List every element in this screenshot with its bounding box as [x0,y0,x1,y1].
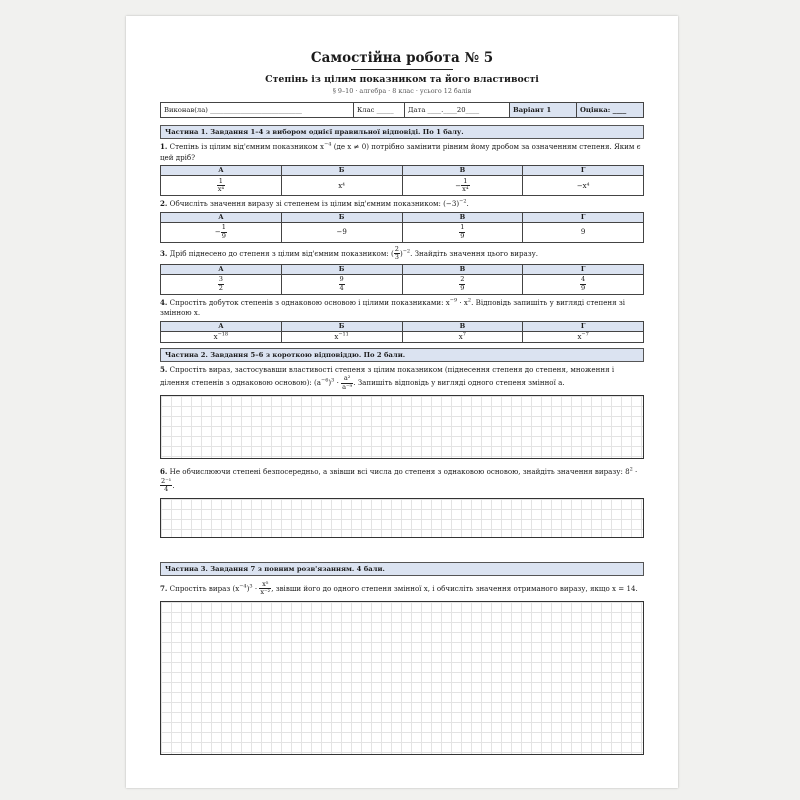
answer-option-b[interactable] [281,331,402,342]
sign: − [214,228,221,236]
column-header-a: А [161,264,282,274]
answer-option-a[interactable] [161,176,282,196]
denominator: 3 [394,253,399,261]
numerator: 4 [581,275,586,283]
column-header-d: Г [523,166,644,176]
answer-table-4 [160,321,644,343]
exponent: −11 [338,331,349,338]
student-name-field[interactable]: Виконав(ла) ___________________________ [161,103,354,118]
answer-option-d[interactable]: −x⁴ [523,176,644,196]
base: x [213,332,218,341]
denominator: 9 [581,283,586,292]
worksheet-page [126,16,678,788]
question-number: 6. [160,467,168,476]
base: x [577,332,582,341]
question-text: ) [246,583,250,593]
column-header-d: Г [523,321,644,331]
part1-header: Частина 1. Завдання 1–4 з вибором однієї правильної відповіді. По 1 балу. [160,125,644,139]
question-text: · [632,467,638,476]
answer-option-a[interactable] [161,274,282,294]
denominator: x⁴ [462,185,469,193]
exponent: 7 [462,331,466,338]
page-title: Самостійна робота № 5 [310,50,494,66]
column-header-d: Г [523,212,644,222]
column-header-c: В [402,166,523,176]
fraction [259,581,271,597]
exponent: −18 [217,331,229,338]
fraction [459,224,465,240]
column-header-c: В [402,264,523,274]
numerator: 9 [339,275,344,283]
base: x [458,332,463,341]
column-header-b: Б [281,212,402,222]
question-text: Спростіть вираз, застосувавши властивості степеня з цілим показником (піднесення степеня до степеня, множення і ділення степенів з однаковою основою): (a [160,364,615,387]
question-text: · x [457,297,468,307]
exponent: 3 [249,583,253,590]
exponent: 2 [467,297,472,304]
variant-label: Варіант 1 [510,103,577,118]
exponent: −7 [581,331,589,338]
column-header-a: А [161,166,282,176]
denominator: 2 [218,283,223,292]
date-field[interactable]: Дата ____.____20____ [405,103,510,118]
exponent: −9 [449,297,458,304]
column-header-b: Б [281,264,402,274]
answer-table-2 [160,212,644,243]
denominator: x⁴ [217,185,225,193]
denominator: a⁻⁹ [342,382,353,391]
answer-option-b[interactable] [281,274,402,294]
question-5 [160,365,644,392]
answer-option-b[interactable]: −9 [281,222,402,242]
fraction [217,178,225,194]
answer-area-5[interactable] [160,395,644,459]
question-text: Обчисліть значення виразу зі степенем із цілим від'ємним показником: (−3) [169,199,460,208]
answer-option-b[interactable]: x⁴ [281,176,402,196]
answer-option-d[interactable] [523,331,644,342]
fraction [160,476,175,494]
question-text: , звівши його до одного степеня змінної x, і обчисліть значення отриманого виразу, якщо x = 14. [271,583,638,593]
question-text: Спростіть добуток степенів з однаковою основою і цілими показниками: x [169,297,450,307]
numerator: 1 [460,223,465,231]
column-header-b: Б [281,321,402,331]
answer-option-c[interactable] [402,176,523,196]
answer-table-1 [160,165,644,196]
question-number: 3. [160,248,168,258]
numerator: 2 [460,275,465,283]
denominator: x⁻² [260,588,271,596]
fraction [341,375,353,391]
fraction [459,276,465,292]
question-number: 2. [160,199,168,208]
answer-option-c[interactable] [402,222,523,242]
answer-option-c[interactable] [402,274,523,294]
question-number: 5. [160,364,168,374]
answer-option-d[interactable]: 9 [523,222,644,242]
part3-header: Частина 3. Завдання 7 з повним розв'язанням. 4 бали. [160,562,644,576]
fraction [221,224,227,240]
grade-field: Оцінка: ____ [577,103,644,118]
exponent: −4 [239,583,247,590]
answer-table-3 [160,264,644,295]
question-7 [160,581,644,597]
numerator: x⁵ [259,581,271,590]
numerator: 2⁻¹ [161,476,172,485]
worksheet-content [160,50,644,755]
question-text: (де x ≠ 0) потрібно замінити рівним йому дробом за означенням степеня. Яким є цей дріб? [160,142,641,162]
question-text: . Знайдіть значення цього виразу. [410,248,539,258]
fraction [339,276,345,292]
column-header-a: А [161,212,282,222]
part2-header: Частина 2. Завдання 5–6 з короткою відповіддю. По 2 бали. [160,348,644,362]
answer-option-d[interactable] [523,274,644,294]
question-text: · [252,583,260,593]
numerator: 3 [218,275,223,283]
answer-option-c[interactable] [402,331,523,342]
fraction [461,178,469,194]
denominator: 9 [460,283,465,292]
question-3 [160,246,644,262]
exponent: −2 [459,198,467,205]
exponent: −6 [321,377,329,384]
answer-option-a[interactable] [161,222,282,242]
numerator: 1 [221,223,226,231]
exponent: −4 [324,141,332,148]
exponent: 3 [331,377,335,384]
numerator: 2 [394,244,399,253]
question-text: · [334,378,342,387]
answer-area-6[interactable] [160,498,644,538]
class-field[interactable]: Клас _____ [354,103,405,118]
title-underline [351,69,453,70]
question-2 [160,199,644,210]
question-number: 7. [160,583,168,593]
question-text: . [172,480,175,490]
exponent: −2 [402,248,411,255]
fraction [580,276,586,292]
question-text: . [466,199,469,208]
exponent: 2 [629,466,633,473]
answer-option-a[interactable] [161,331,282,342]
question-1 [160,142,644,163]
question-text: . Відповідь запишіть у вигляді степеня зі змінною x. [160,297,626,317]
fraction [218,276,224,292]
column-header-a: А [161,321,282,331]
question-text: Спростіть вираз (x [169,583,240,593]
denominator: 9 [460,231,465,240]
numerator: 1 [217,178,225,187]
question-text: . Запишіть відповідь у вигляді одного степеня змінної a. [353,378,565,387]
column-header-c: В [402,212,523,222]
answer-area-7[interactable] [160,601,644,755]
page-meta: § 9–10 · алгебра · 8 клас · усього 12 балів [332,87,472,95]
question-6 [160,467,644,494]
column-header-d: Г [523,264,644,274]
question-number: 4. [160,297,168,307]
question-text: Степінь із цілим від'ємним показником x [169,142,325,151]
question-text: ) [328,378,332,387]
base: x [334,332,339,341]
numerator: 1 [461,178,469,187]
question-text: Не обчислюючи степені безпосередньо, а звівши всі числа до степеня з однаковою основою, знайдіть значення виразу: 8 [169,467,630,476]
denominator: 9 [221,231,226,240]
question-text: Дріб піднесено до степеня з цілим від'ємним показником: ( [169,248,394,258]
column-header-b: Б [281,166,402,176]
question-number: 1. [160,142,168,151]
denominator: 4 [164,485,169,493]
question-4 [160,298,644,319]
page-subtitle: Степінь із цілим показником та його властивості [265,74,539,85]
column-header-c: В [402,321,523,331]
denominator: 4 [339,283,344,292]
numerator: a² [341,375,353,384]
sign: − [455,181,462,190]
student-header-table [160,102,644,118]
question-text: ) [399,248,403,258]
